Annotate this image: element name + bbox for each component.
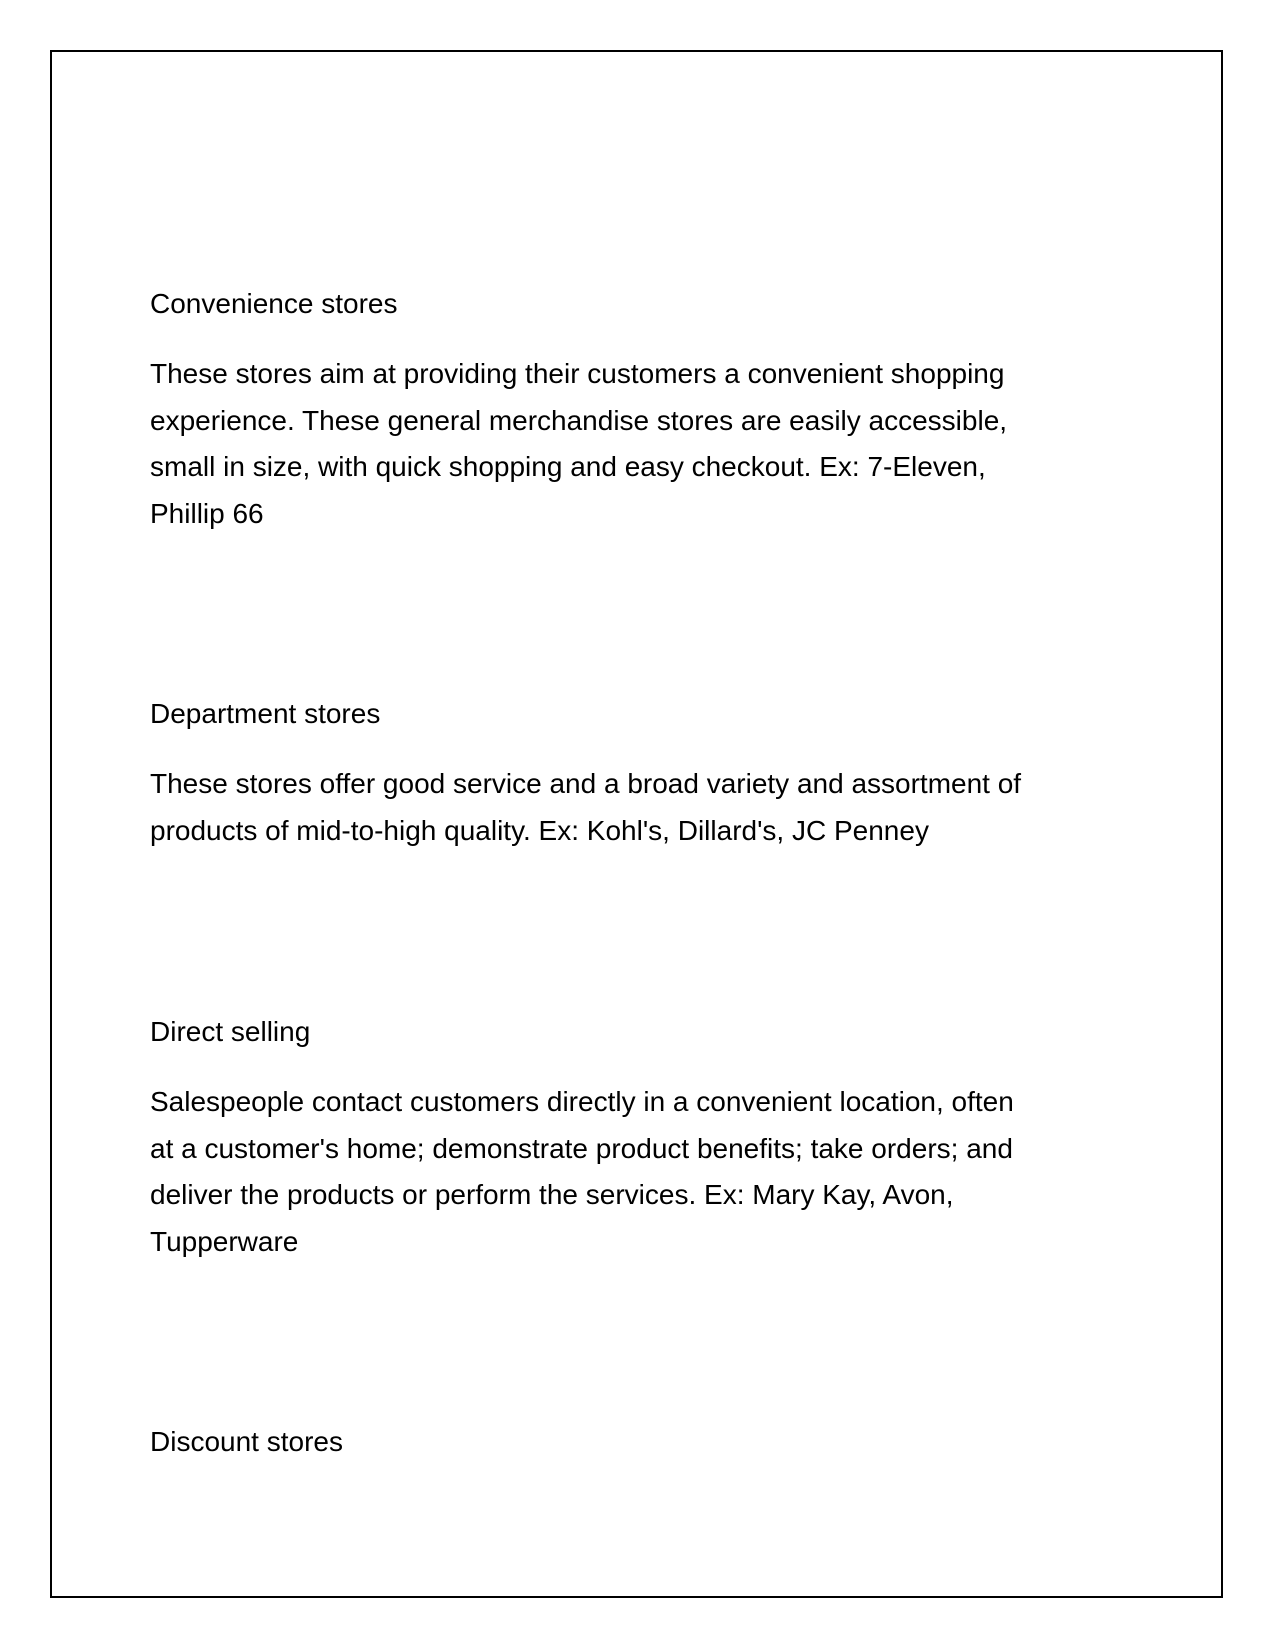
- body-line: products of mid-to-high quality. Ex: Kohl's, Dillard's, JC Penney: [150, 814, 929, 846]
- section-heading-department-stores: Department stores: [150, 698, 381, 729]
- section-heading-discount-stores: Discount stores: [150, 1426, 343, 1457]
- section-heading-direct-selling: Direct selling: [150, 1016, 311, 1047]
- body-line: These stores offer good service and a broad variety and assortment of: [150, 768, 1022, 799]
- section-body-direct-selling: [150, 1079, 1110, 1265]
- section-body-department-stores: [150, 761, 1110, 854]
- section-body-convenience-stores: [150, 351, 1110, 537]
- body-line: at a customer's home; demonstrate product benefits; take orders; and: [150, 1132, 1013, 1164]
- body-line: These stores aim at providing their customers a convenient shopping: [150, 358, 1005, 389]
- body-line: Phillip 66: [150, 497, 264, 529]
- body-line: experience. These general merchandise stores are easily accessible,: [150, 404, 1008, 436]
- body-line: Salespeople contact customers directly in a convenient location, often: [150, 1086, 1014, 1117]
- section-heading-convenience-stores: Convenience stores: [150, 288, 398, 319]
- body-line: deliver the products or perform the services. Ex: Mary Kay, Avon,: [150, 1179, 954, 1210]
- body-line: small in size, with quick shopping and easy checkout. Ex: 7-Eleven,: [150, 451, 986, 482]
- body-line: Tupperware: [150, 1225, 299, 1257]
